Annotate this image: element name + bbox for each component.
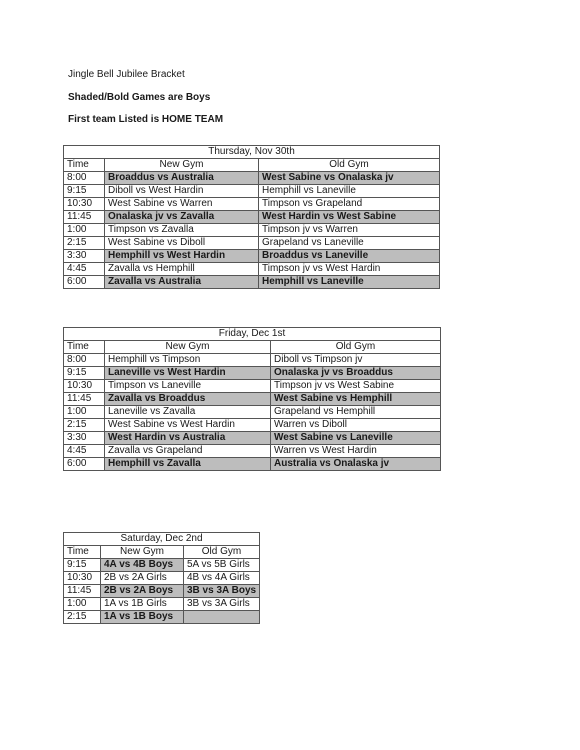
new-gym-header: New Gym	[101, 546, 184, 559]
game-time: 11:45	[64, 585, 101, 598]
game-time: 2:15	[64, 419, 105, 432]
table-row	[64, 224, 440, 237]
day-label: Thursday, Nov 30th	[64, 146, 440, 159]
table-row	[64, 406, 441, 419]
new-gym-game: Zavalla vs Hemphill	[105, 263, 259, 276]
column-header-row	[64, 546, 260, 559]
game-time: 3:30	[64, 432, 105, 445]
old-gym-game	[184, 611, 260, 624]
new-gym-game: West Sabine vs Warren	[105, 198, 259, 211]
game-time: 8:00	[64, 354, 105, 367]
column-header-row	[64, 159, 440, 172]
old-gym-game: Timpson jv vs West Hardin	[259, 263, 440, 276]
table-row	[64, 458, 441, 471]
game-time: 11:45	[64, 393, 105, 406]
table-row	[64, 211, 440, 224]
new-gym-game: Onalaska jv vs Zavalla	[105, 211, 259, 224]
old-gym-game: Warren vs Diboll	[271, 419, 441, 432]
old-gym-game: Onalaska jv vs Broaddus	[271, 367, 441, 380]
new-gym-game: West Sabine vs West Hardin	[105, 419, 271, 432]
old-gym-game: West Sabine vs Hemphill	[271, 393, 441, 406]
old-gym-game: Warren vs West Hardin	[271, 445, 441, 458]
old-gym-game: 4B vs 4A Girls	[184, 572, 260, 585]
new-gym-game: 1A vs 1B Girls	[101, 598, 184, 611]
new-gym-game: Hemphill vs Timpson	[105, 354, 271, 367]
new-gym-game: Diboll vs West Hardin	[105, 185, 259, 198]
table-row	[64, 611, 260, 624]
new-gym-game: Hemphill vs Zavalla	[105, 458, 271, 471]
time-header: Time	[64, 546, 101, 559]
game-time: 2:15	[64, 611, 101, 624]
game-time: 1:00	[64, 406, 105, 419]
table-row	[64, 419, 441, 432]
game-time: 9:15	[64, 367, 105, 380]
table-row	[64, 432, 441, 445]
table-row	[64, 572, 260, 585]
shading-note: Shaded/Bold Games are Boys	[68, 92, 211, 103]
old-gym-game: Timpson jv vs West Sabine	[271, 380, 441, 393]
game-time: 4:45	[64, 445, 105, 458]
game-time: 1:00	[64, 598, 101, 611]
new-gym-game: West Sabine vs Diboll	[105, 237, 259, 250]
old-gym-game: 3B vs 3A Boys	[184, 585, 260, 598]
game-time: 10:30	[64, 572, 101, 585]
old-gym-game: Hemphill vs Laneville	[259, 185, 440, 198]
new-gym-header: New Gym	[105, 341, 271, 354]
old-gym-game: Broaddus vs Laneville	[259, 250, 440, 263]
game-time: 9:15	[64, 185, 105, 198]
table-row	[64, 172, 440, 185]
day-header-row	[64, 533, 260, 546]
old-gym-header: Old Gym	[184, 546, 260, 559]
old-gym-game: Diboll vs Timpson jv	[271, 354, 441, 367]
old-gym-game: Timpson jv vs Warren	[259, 224, 440, 237]
day-header-row	[64, 146, 440, 159]
document-title: Jingle Bell Jubilee Bracket	[68, 69, 185, 80]
friday-schedule-table	[63, 327, 441, 471]
new-gym-game: Zavalla vs Australia	[105, 276, 259, 289]
home-team-note: First team Listed is HOME TEAM	[68, 114, 224, 125]
new-gym-game: Broaddus vs Australia	[105, 172, 259, 185]
day-label: Saturday, Dec 2nd	[64, 533, 260, 546]
old-gym-game: 3B vs 3A Girls	[184, 598, 260, 611]
new-gym-game: Timpson vs Zavalla	[105, 224, 259, 237]
time-header: Time	[64, 341, 105, 354]
old-gym-game: Hemphill vs Laneville	[259, 276, 440, 289]
table-row	[64, 559, 260, 572]
game-time: 2:15	[64, 237, 105, 250]
new-gym-header: New Gym	[105, 159, 259, 172]
game-time: 8:00	[64, 172, 105, 185]
new-gym-game: 1A vs 1B Boys	[101, 611, 184, 624]
game-time: 10:30	[64, 198, 105, 211]
table-row	[64, 354, 441, 367]
old-gym-game: West Sabine vs Laneville	[271, 432, 441, 445]
table-row	[64, 276, 440, 289]
table-row	[64, 185, 440, 198]
old-gym-game: West Sabine vs Onalaska jv	[259, 172, 440, 185]
new-gym-game: Hemphill vs West Hardin	[105, 250, 259, 263]
new-gym-game: Laneville vs West Hardin	[105, 367, 271, 380]
game-time: 3:30	[64, 250, 105, 263]
old-gym-header: Old Gym	[271, 341, 441, 354]
new-gym-game: 2B vs 2A Girls	[101, 572, 184, 585]
new-gym-game: Zavalla vs Broaddus	[105, 393, 271, 406]
table-row	[64, 367, 441, 380]
game-time: 1:00	[64, 224, 105, 237]
table-row	[64, 393, 441, 406]
new-gym-game: Zavalla vs Grapeland	[105, 445, 271, 458]
old-gym-game: Grapeland vs Hemphill	[271, 406, 441, 419]
game-time: 10:30	[64, 380, 105, 393]
new-gym-game: West Hardin vs Australia	[105, 432, 271, 445]
thursday-schedule-table	[63, 145, 440, 289]
game-time: 4:45	[64, 263, 105, 276]
table-row	[64, 237, 440, 250]
day-header-row	[64, 328, 441, 341]
new-gym-game: 2B vs 2A Boys	[101, 585, 184, 598]
game-time: 11:45	[64, 211, 105, 224]
old-gym-game: Grapeland vs Laneville	[259, 237, 440, 250]
table-row	[64, 445, 441, 458]
old-gym-game: Timpson vs Grapeland	[259, 198, 440, 211]
table-row	[64, 250, 440, 263]
game-time: 6:00	[64, 276, 105, 289]
time-header: Time	[64, 159, 105, 172]
table-row	[64, 380, 441, 393]
column-header-row	[64, 341, 441, 354]
game-time: 9:15	[64, 559, 101, 572]
old-gym-game: 5A vs 5B Girls	[184, 559, 260, 572]
saturday-schedule-table	[63, 532, 260, 624]
old-gym-header: Old Gym	[259, 159, 440, 172]
table-row	[64, 598, 260, 611]
game-time: 6:00	[64, 458, 105, 471]
day-label: Friday, Dec 1st	[64, 328, 441, 341]
new-gym-game: Laneville vs Zavalla	[105, 406, 271, 419]
table-row	[64, 198, 440, 211]
table-row	[64, 263, 440, 276]
old-gym-game: Australia vs Onalaska jv	[271, 458, 441, 471]
table-row	[64, 585, 260, 598]
new-gym-game: 4A vs 4B Boys	[101, 559, 184, 572]
new-gym-game: Timpson vs Laneville	[105, 380, 271, 393]
old-gym-game: West Hardin vs West Sabine	[259, 211, 440, 224]
